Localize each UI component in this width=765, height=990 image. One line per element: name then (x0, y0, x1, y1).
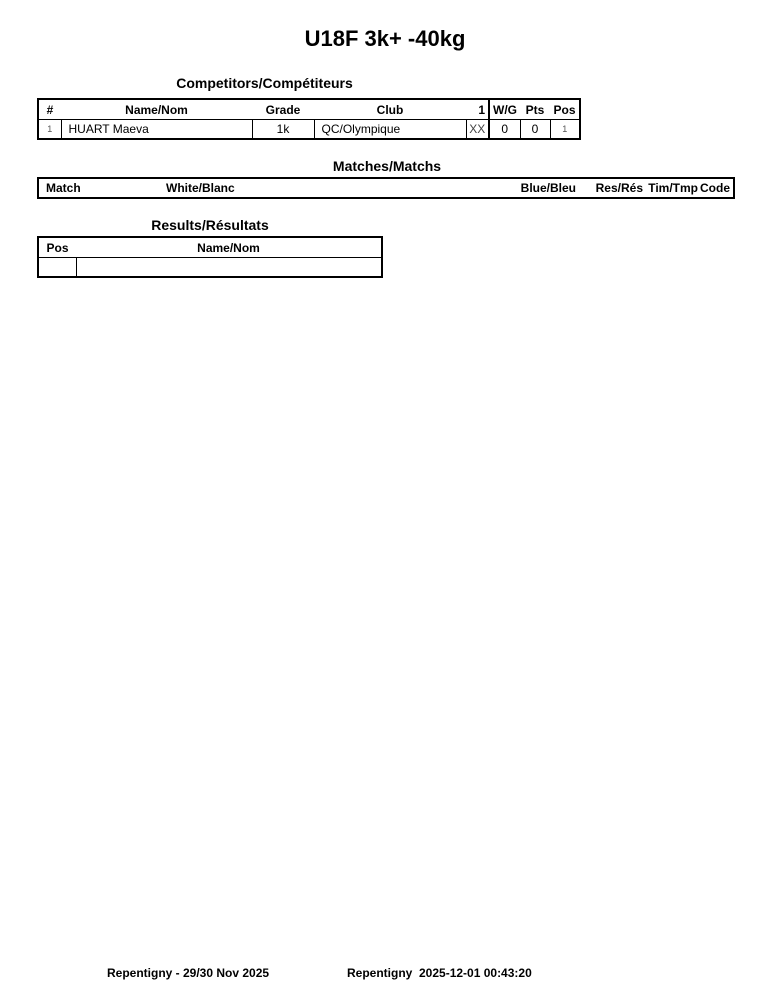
header-result-name: Name/Nom (76, 237, 382, 258)
results-header-row (38, 237, 382, 258)
header-white: White/Blanc (166, 181, 235, 195)
table-row (38, 258, 382, 278)
competitors-header-row (38, 99, 580, 120)
footer-timestamp: 2025-12-01 00:43:20 (419, 966, 532, 980)
competitor-position: 1 (550, 120, 580, 140)
header-match: Match (46, 181, 81, 195)
header-grade: Grade (252, 99, 314, 120)
table-row (38, 120, 580, 140)
header-code: Code (700, 181, 730, 195)
result-position-cell (38, 258, 76, 278)
competitors-table (37, 98, 581, 140)
header-num: # (38, 99, 61, 120)
header-result-position: Pos (38, 237, 76, 258)
matches-table (37, 177, 735, 199)
header-round-1: 1 (466, 99, 489, 120)
competitor-points: 0 (520, 120, 550, 140)
results-section-title: Results/Résultats (151, 217, 269, 233)
header-blue: Blue/Bleu (520, 181, 576, 195)
footer-event: Repentigny - 29/30 Nov 2025 (107, 966, 270, 980)
matches-header-row (38, 178, 734, 198)
header-wins: W/G (489, 99, 520, 120)
competitors-section-title: Competitors/Compétiteurs (176, 75, 353, 91)
header-position: Pos (550, 99, 580, 120)
page-title: U18F 3k+ -40kg (304, 26, 466, 51)
result-name-cell (76, 258, 382, 278)
header-points: Pts (520, 99, 550, 120)
header-club: Club (314, 99, 466, 120)
competitor-name: HUART Maeva (61, 120, 252, 140)
competitor-wins: 0 (489, 120, 520, 140)
matches-section-title: Matches/Matchs (332, 158, 442, 174)
competitor-grade: 1k (252, 120, 314, 140)
header-name: Name/Nom (61, 99, 252, 120)
competitor-club: QC/Olympique (314, 120, 466, 140)
footer-location: Repentigny (347, 966, 413, 980)
competitor-num: 1 (47, 124, 53, 134)
header-time: Tim/Tmp (648, 181, 698, 195)
header-result: Res/Rés (595, 181, 643, 195)
competitor-round-1: XX (466, 120, 489, 140)
results-table (37, 236, 383, 278)
